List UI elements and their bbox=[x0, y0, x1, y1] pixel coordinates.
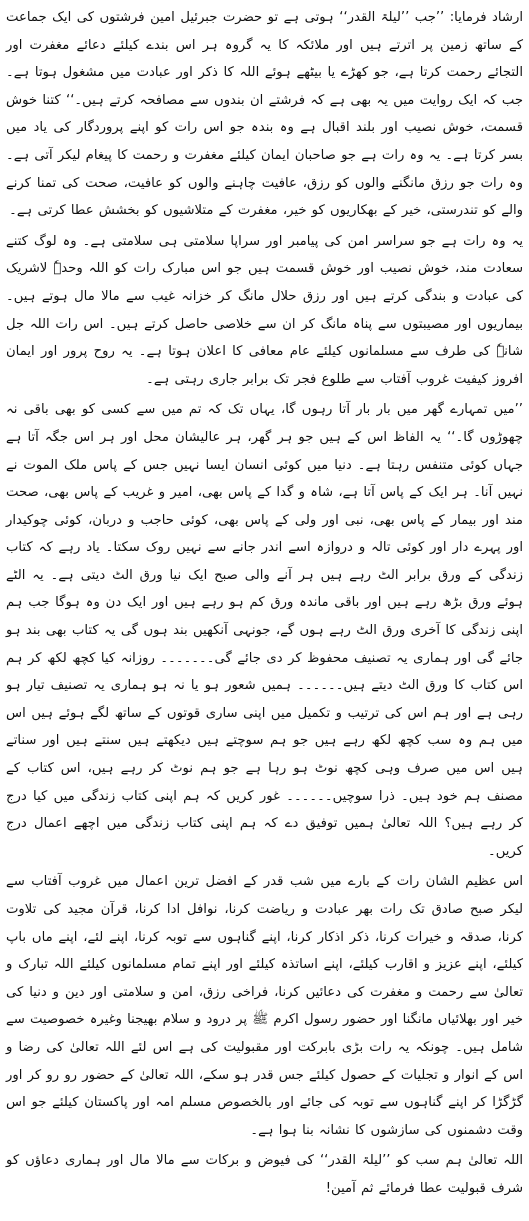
paragraph-closing-prayer: اللہ تعالیٰ ہم سب کو ’’لیلۃ القدر‘‘ کی فیوض و برکات سے مالا مال اور ہماری دعاؤں کو شرف قبولیت عطا فرمائے ثم آمین! bbox=[6, 1153, 523, 1196]
paragraph-best-deeds: اس عظیم الشان رات کے بارے میں شب قدر کے افضل ترین اعمال میں غروب آفتاب سے لیکر صبح صادق تک رات بھر عبادت و ریاضت کرنا، نوافل ادا کرنا، قرآن مجید کی تلاوت کرنا، صدقہ و خیرات کرنا، ذکر اذکار کرنا، اپنے گناہوں سے توبہ کرنا، اپنے لئے، اپنے ماں باپ کیلئے، اپنے عزیز و اقارب کیلئے، اپنے اساتذہ کیلئے اور اپنے تمام مسلمانوں کیلئے اللہ تبارک و تعالیٰ سے رحمت و مغفرت کی دعائیں کرنا، فراخی رزق، امن و سلامتی اور دین و دنیا کی خیر اور بھلائیاں مانگنا اور حضور رسول اکرم ﷺ پر درود و سلام بھیجنا وغیرہ خصوصیت سے شامل ہیں۔ چونکہ یہ رات بڑی بابرکت اور مقبولیت کی ہے اس لئے اللہ تعالیٰ کی رضا و اس کے انوار و تجلیات کے حصول کیلئے جس قدر ہو سکے، اللہ تعالیٰ کے حضور رو رو کر اور گڑگڑا کر اپنے گناہوں سے توبہ کی جائے اور بالخصوص مسلم امہ اور پاکستان کیلئے جو اس وقت دشمنوں کی سازشوں کا نشانہ بنا ہوا ہے۔ bbox=[6, 874, 523, 1138]
paragraph-night-of-peace: یہ وہ رات ہے جو سراسر امن کی پیامبر اور سراپا سلامتی ہی سلامتی ہے۔ وہ لوگ کتنے سعادت مند، خوش نصیب اور خوش قسمت ہیں جو اس مبارک رات کو اللہ وحدہٗ لاشریک کی عبادت و بندگی کرتے ہیں اور رزق حلال مانگ کر خزانہ غیب سے مالا مال ہوتے ہیں۔ بیماریوں اور مصیبتوں سے پناہ مانگ کر ان سے خلاصی حاصل کرتے ہیں۔ اس رات اللہ جل شانہٗ کی طرف سے مسلمانوں کیلئے عام معافی کا اعلان ہوتا ہے۔ یہ روح پرور اور ایمان افروز کیفیت غروب آفتاب سے طلوع فجر تک برابر جاری رہتی ہے۔ bbox=[6, 233, 523, 387]
paragraph-laylatul-qadr-virtue: ارشاد فرمایا: ’’جب ’’لیلۃ القدر‘‘ ہوتی ہے تو حضرت جبرئیل امین فرشتوں کی ایک جماعت کے ساتھ زمین پر اترتے ہیں اور ملائکہ کا یہ گروہ ہر اس بندے کیلئے دعائے مغفرت اور التجائے رحمت کرتا ہے، جو کھڑے یا بیٹھے ہوئے اللہ کا ذکر اور عبادت میں مشغول ہوتا ہے۔ جب کہ ایک روایت میں یہ بھی ہے کہ فرشتے ان بندوں سے مصافحہ کرتے ہیں۔‘‘ کتنا خوش قسمت، خوش نصیب اور بلند اقبال ہے وہ بندہ جو اس رات کو اپنے پروردگار کی یاد میں بسر کرتا ہے۔ یہ وہ رات ہے جو صاحبان ایمان کیلئے مغفرت و رحمت کا پیغام لیکر آتی ہے۔ وہ رات جو رزق مانگنے والوں کو رزق، عافیت چاہنے والوں کو عافیت، صحت کی تمنا کرنے والے کو تندرستی، خیر کے بھکاریوں کو خیر، مغفرت کے متلاشیوں کو بخشش عطا کرتی ہے۔ bbox=[6, 10, 523, 219]
paragraph-book-of-life: ’’میں تمہارے گھر میں بار بار آتا رہوں گا، یہاں تک کہ تم میں سے کسی کو بھی باقی نہ چھوڑوں گا۔‘‘ یہ الفاظ اس کے ہیں جو ہر گھر، ہر عالیشان محل اور ہر اس جگہ آتا ہے جہاں کوئی متنفس رہتا ہے۔ دنیا میں کوئی انسان ایسا نہیں جس کے پاس ملک الموت نے نہیں آنا۔ ہر ایک کے پاس آتا ہے، شاہ و گدا کے پاس بھی، امیر و غریب کے پاس بھی، صحت مند اور بیمار کے پاس بھی، نبی اور ولی کے پاس بھی، کوئی حاجب و دربان، کوئی چوکیدار اور پہرے دار اور کوئی تالہ و دروازہ اسے اندر جانے سے نہیں روک سکتا۔ یاد رہے کہ کتاب زندگی کے ورق برابر الٹ رہے ہیں ہر آنے والی صبح ایک نیا ورق الٹ دیتی ہے۔ یہ الٹے ہوئے ورق بڑھ رہے ہیں اور باقی ماندہ ورق کم ہو رہے ہیں اور ایک دن وہ ہوگا جب ہم اپنی زندگی کا آخری ورق الٹ رہے ہوں گے، جونہی آنکھیں بند ہوں گی یہ کتاب بھی بند ہو جائے گی اور ہماری یہ تصنیف محفوظ کر دی جائے گی۔۔۔۔۔۔۔ روزانہ کیا کچھ لکھ کر ہم اس کتاب کا ورق الٹ دیتے ہیں۔۔۔۔۔۔ ہمیں شعور ہو یا نہ ہو ہماری یہ تصنیف تیار ہو رہی ہے اور ہم اس کی ترتیب و تکمیل میں اپنی ساری قوتوں کے ساتھ لگے ہوئے ہیں اس میں ہم وہ سب کچھ لکھ رہے ہیں جو ہم سوچتے ہیں دیکھتے ہیں سنتے ہیں اور سناتے ہیں اس میں صرف وہی کچھ نوٹ ہو رہا ہے جو ہم نوٹ کر رہے ہیں، اس کتاب کے مصنف ہم خود ہیں۔ ذرا سوچیں۔۔۔۔۔۔ غور کریں کہ ہم اپنی کتاب زندگی میں کیا درج کر رہے ہیں؟ اللہ تعالیٰ ہمیں توفیق دے کہ ہم اپنی کتاب زندگی میں اچھے اعمال درج کریں۔ bbox=[6, 402, 523, 859]
